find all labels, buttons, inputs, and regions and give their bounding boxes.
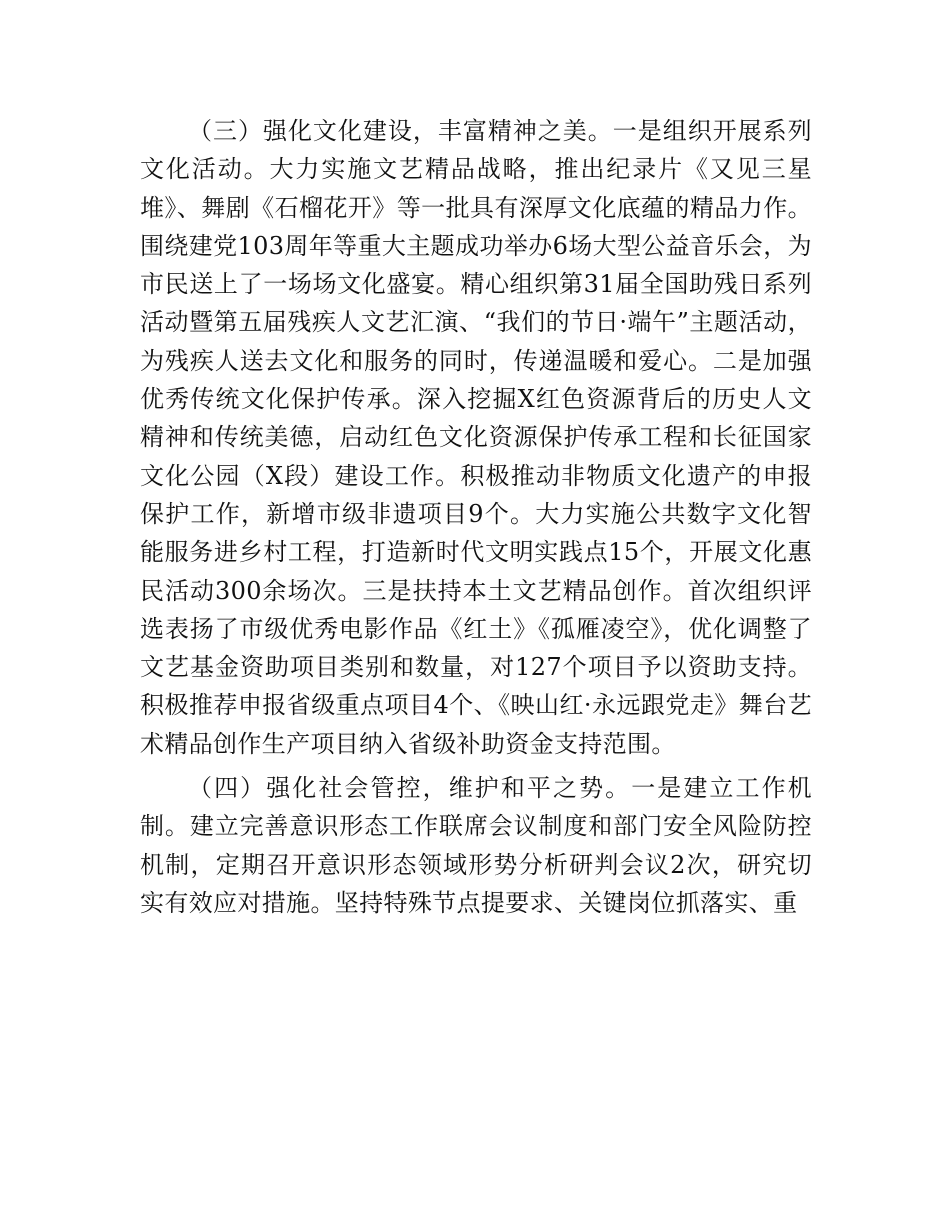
paragraph-social-control: （四）强化社会管控，维护和平之势。一是建立工作机制。建立完善意识形态工作联席会议制度和部门安全风险防控机制，定期召开意识形态领域形势分析研判会议2次，研究切实有效应对措施。坚持特殊节点提要求、关键岗位抓落实、重 <box>140 774 812 917</box>
document-page <box>140 112 812 922</box>
paragraph-culture-construction: （三）强化文化建设，丰富精神之美。一是组织开展系列文化活动。大力实施文艺精品战略，推出纪录片《又见三星堆》、舞剧《石榴花开》等一批具有深厚文化底蕴的精品力作。围绕建党103周年等重大主题成功举办6场大型公益音乐会，为市民送上了一场场文化盛宴。精心组织第31届全国助残日系列活动暨第五届残疾人文艺汇演、“我们的节日·端午”主题活动，为残疾人送去文化和服务的同时，传递温暖和爱心。二是加强优秀传统文化保护传承。深入挖掘X红色资源背后的历史人文精神和传统美德，启动红色文化资源保护传承工程和长征国家文化公园（X段）建设工作。积极推动非物质文化遗产的申报保护工作，新增市级非遗项目9个。大力实施公共数字文化智能服务进乡村工程，打造新时代文明实践点15个，开展文化惠民活动300余场次。三是扶持本土文艺精品创作。首次组织评选表扬了市级优秀电影作品《红土》《孤雁凌空》，优化调整了文艺基金资助项目类别和数量，对127个项目予以资助支持。积极推荐申报省级重点项目4个、《映山红·永远跟党走》舞台艺术精品创作生产项目纳入省级补助资金支持范围。 <box>140 117 812 758</box>
